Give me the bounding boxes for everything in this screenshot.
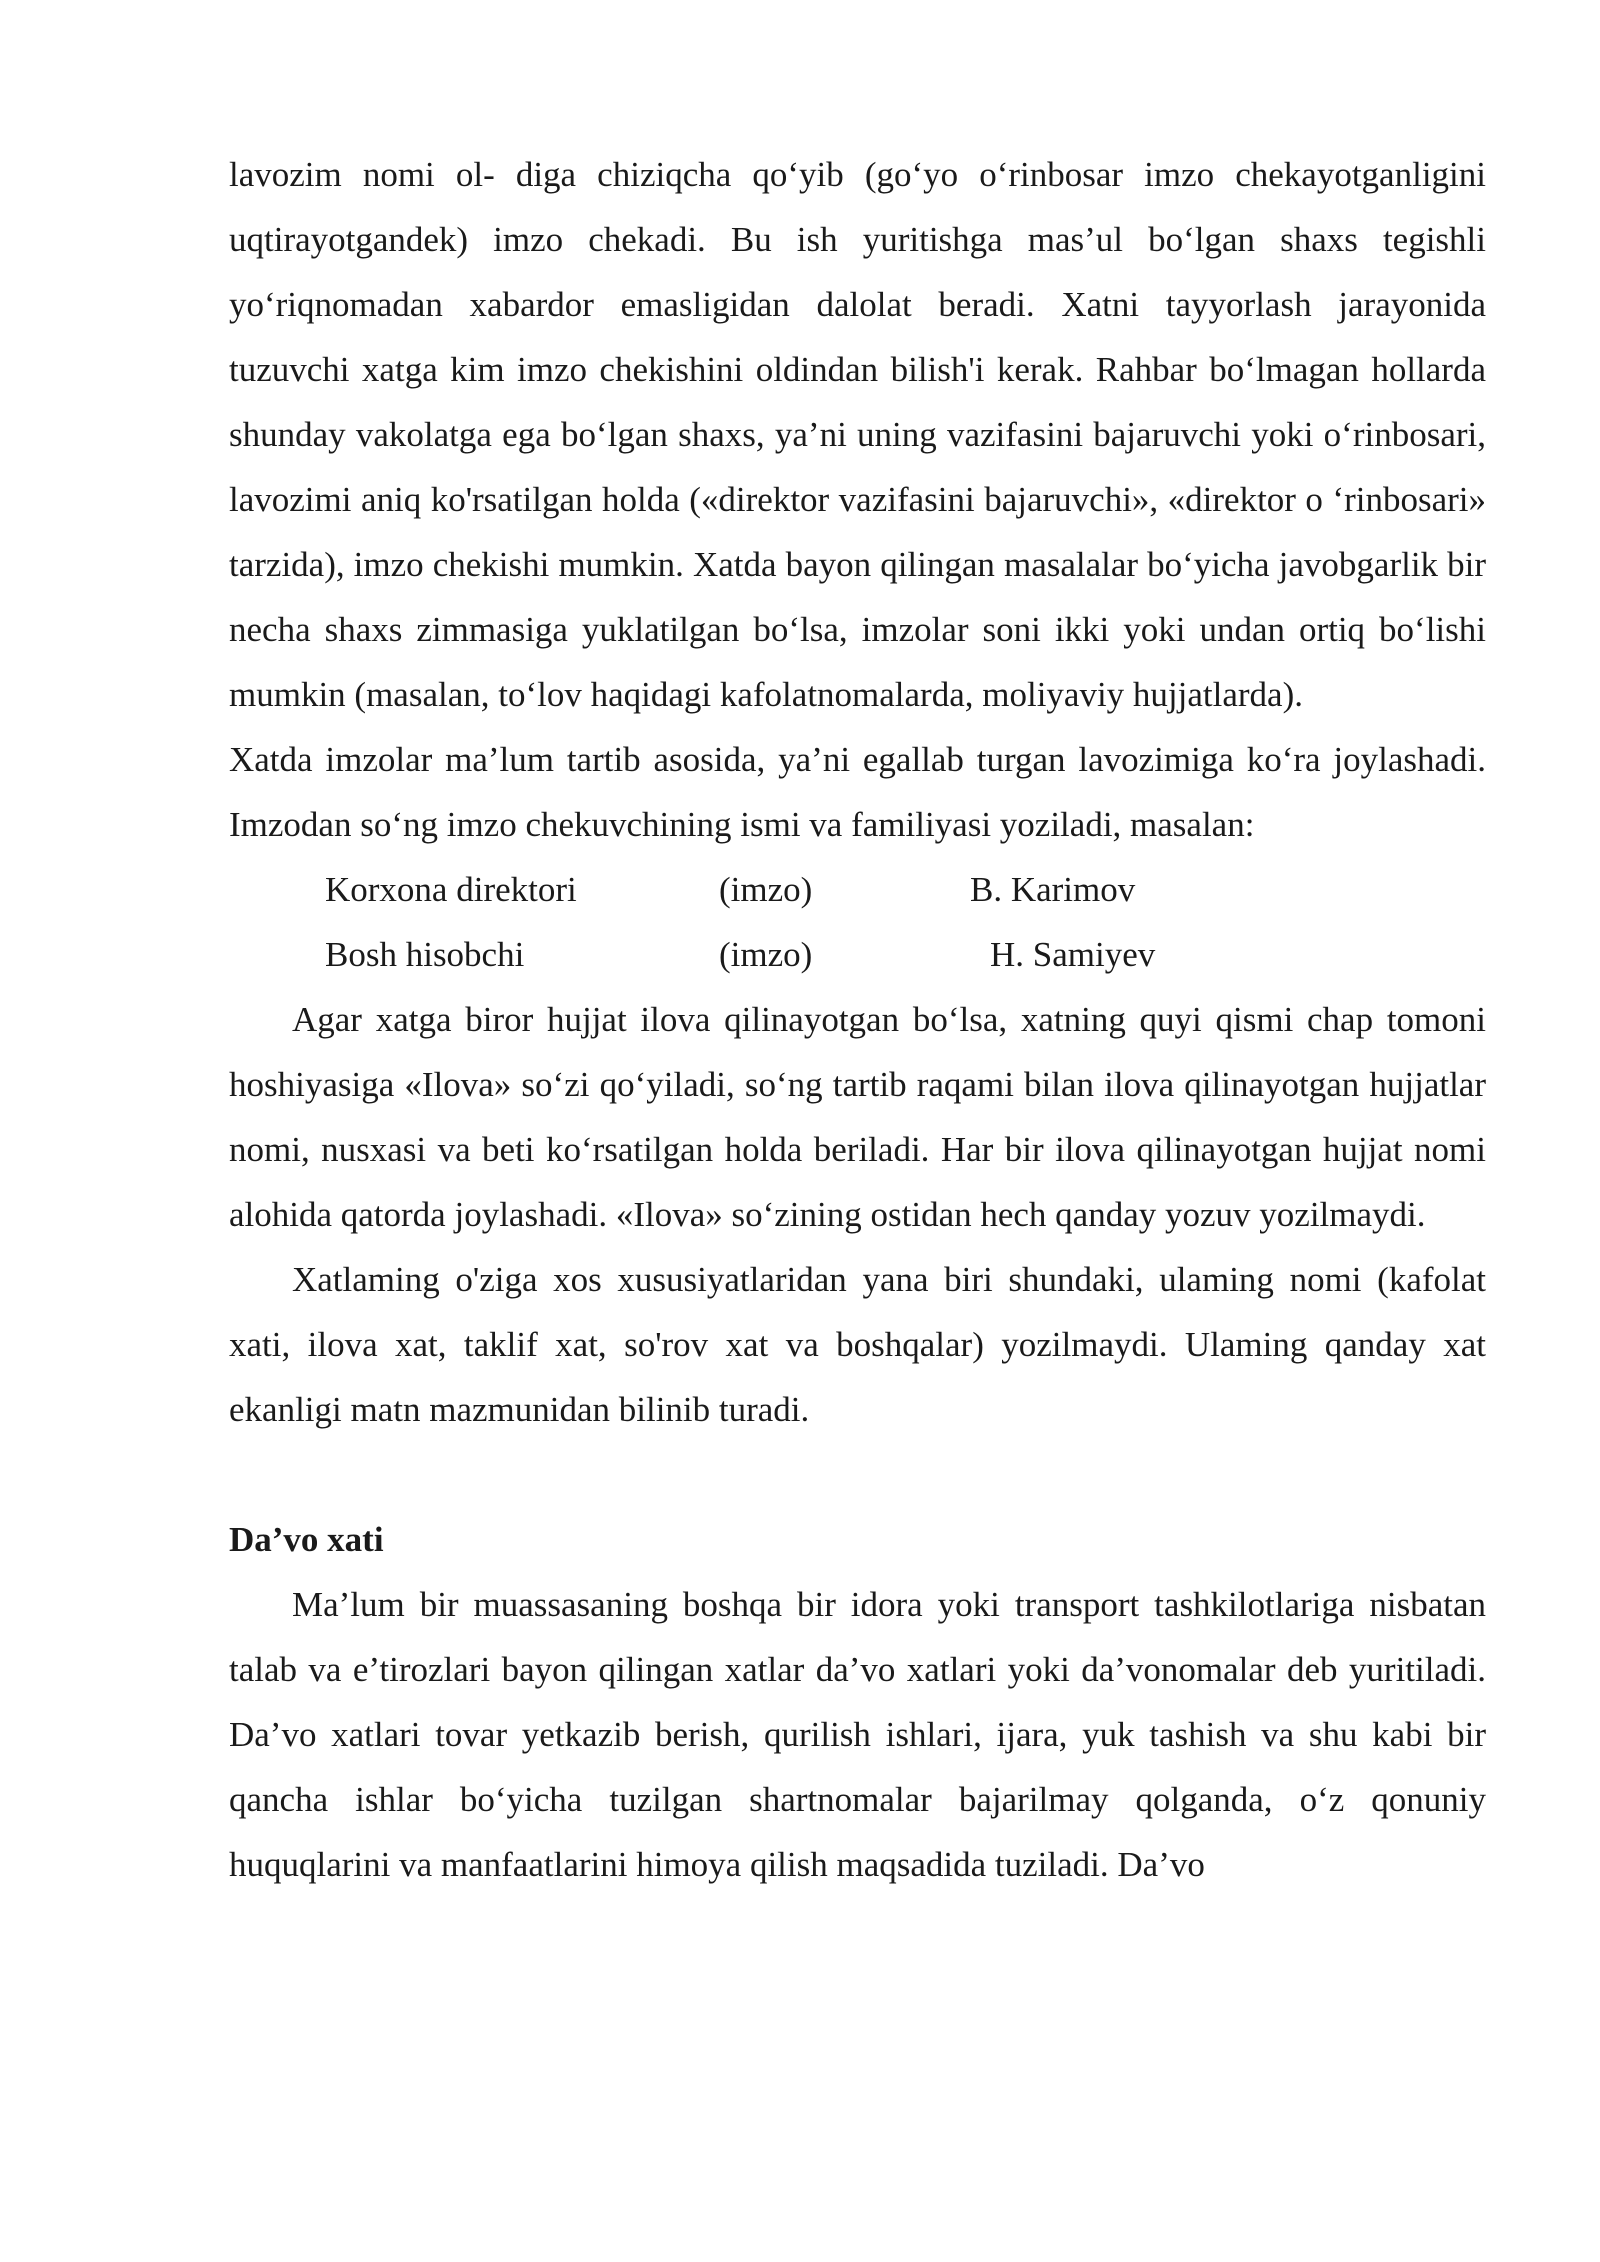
paragraph-signature-rules: lavozim nomi ol- diga chiziqcha qo‘yib (go‘yo o‘rinbosar imzo chekayotganligini uqtirayotgandek) imzo chekadi. Bu ish yuritishga mas’ul bo‘lgan shaxs tegishli yo‘riqnomadan xabardor emasligidan dalolat beradi. Xatni tayyorlash jarayonida tuzuvchi xatga kim imzo chekishini oldindan bilish'i kerak. Rahbar bo‘lmagan hollarda shunday vakolatga ega bo‘lgan shaxs, ya’ni uning vazifasini bajaruvchi yoki o‘rinbosari, lavozimi aniq ko'rsatilgan holda («direktor vazifasini bajaruvchi», «direktor o ‘rinbosari» tarzida), imzo chekishi mumkin. Xatda bayon qilingan masalalar bo‘yicha javobgarlik bir necha shaxs zimmasiga yuklatilgan bo‘lsa, imzolar soni ikki yoki undan ortiq bo‘lishi mumkin (masalan, to‘lov haqidagi kafolatnomalarda, moliyaviy hujjatlarda). xyxy=(229,155,1486,714)
section-spacer xyxy=(229,1442,1486,1507)
signature-mark: (imzo) xyxy=(719,935,813,974)
document-body xyxy=(229,142,1486,1897)
signature-position: Bosh hisobchi xyxy=(325,935,525,974)
signature-row-director xyxy=(229,857,1486,922)
section-heading: Da’vo xati xyxy=(229,1520,384,1559)
paragraph-letter-features: Xatlaming o'ziga xos xususiyatlaridan yana biri shundaki, ulaming nomi (kafolat xati, ilova xat, taklif xat, so'rov xat va boshqalar) yozilmaydi. Ulaming qanday xat ekanligi matn mazmunidan bilinib turadi. xyxy=(229,1260,1486,1429)
signature-position: Korxona direktori xyxy=(325,870,577,909)
paragraph-signature-order: Xatda imzolar ma’lum tartib asosida, ya’ni egallab turgan lavozimiga ko‘ra joylashadi. Imzodan so‘ng imzo chekuvchining ismi va familiyasi yoziladi, masalan: xyxy=(229,740,1486,844)
paragraph-claim-letter: Ma’lum bir muassasaning boshqa bir idora yoki transport tashkilotlariga nisbatan talab va e’tirozlari bayon qilingan xatlar da’vo xatlari yoki da’vonomalar deb yuritiladi. Da’vo xatlari tovar yetkazib berish, qurilish ishlari, ijara, yuk tashish va shu kabi bir qancha ishlar bo‘yicha tuzilgan shartnomalar bajarilmay qolganda, o‘z qonuniy huquqlarini va manfaatlarini himoya qilish maqsadida tuziladi. Da’vo xyxy=(229,1585,1486,1884)
signature-name: B. Karimov xyxy=(970,870,1136,909)
signature-row-accountant xyxy=(229,922,1486,987)
signature-name: H. Samiyev xyxy=(990,935,1156,974)
paragraph-attachments: Agar xatga biror hujjat ilova qilinayotgan bo‘lsa, xatning quyi qismi chap tomoni hoshiyasiga «Ilova» so‘zi qo‘yiladi, so‘ng tartib raqami bilan ilova qilinayotgan hujjatlar nomi, nusxasi va beti ko‘rsatilgan holda beriladi. Har bir ilova qilinayotgan hujjat nomi alohida qatorda joylashadi. «Ilova» so‘zining ostidan hech qanday yozuv yozilmaydi. xyxy=(229,1000,1486,1234)
signature-mark: (imzo) xyxy=(719,870,813,909)
